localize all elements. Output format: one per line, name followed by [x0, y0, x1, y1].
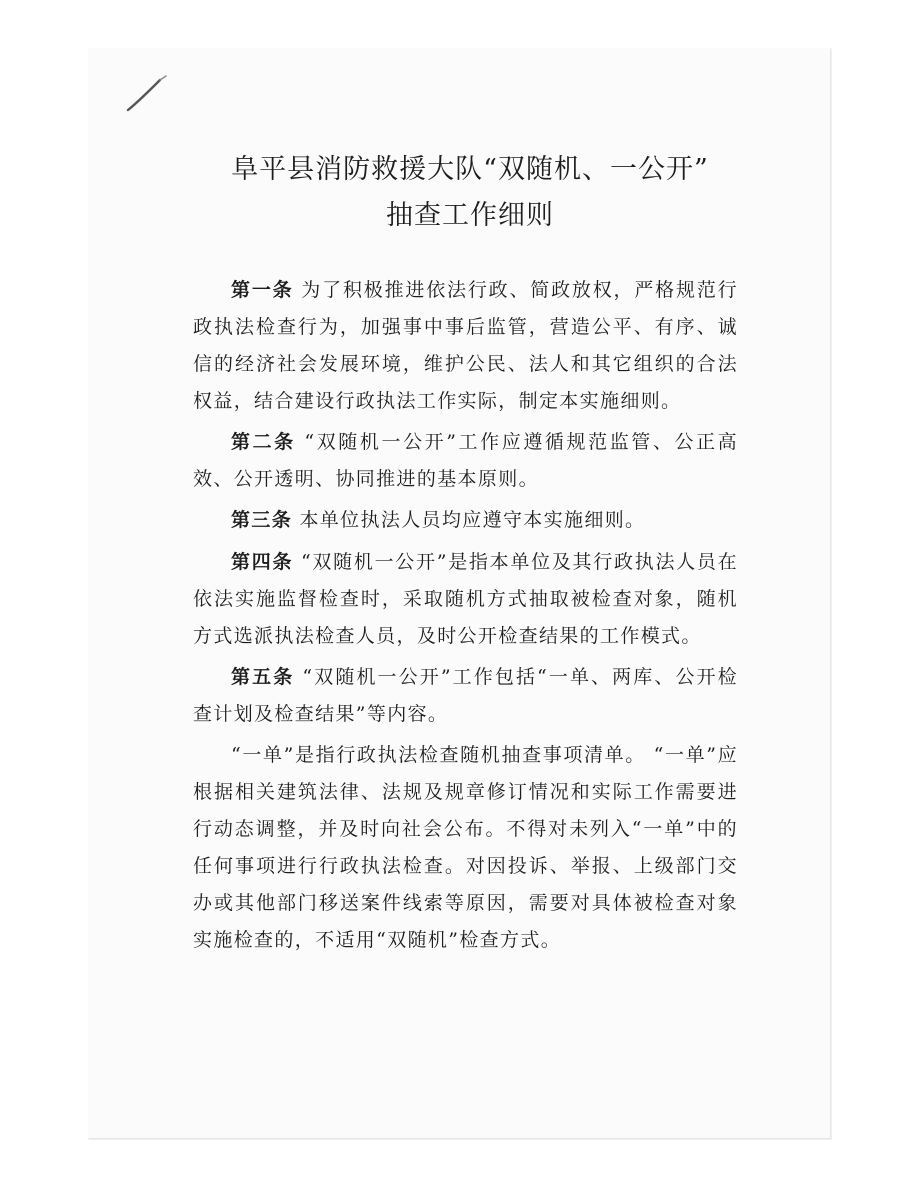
article-text: “一单”是指行政执法检查随机抽查事项清单。 “一单”应根据相关建筑法律、法规及规章修订情况和实际工作需要进行动态调整，并及时向社会公布。不得对未列入“一单”中的任何事项进行行政执法检查。对因投诉、举报、上级部门交办或其他部门移送案件线索等原因，需要对具体被检查对象实施检查的，不适用“双随机”检查方式。 — [193, 744, 738, 951]
article-text: “双随机一公开”工作包括“一单、两库、公开检查计划及检查结果”等内容。 — [193, 666, 738, 725]
article-3 — [193, 502, 738, 539]
article-label: 第二条 — [231, 431, 296, 453]
article-2 — [193, 424, 738, 498]
article-text: 为了积极推进依法行政、简政放权，严格规范行政执法检查行为，加强事中事后监管，营造公平、有序、诚信的经济社会发展环境，维护公民、法人和其它组织的合法权益，结合建设行政执法工作实际，制定本实施细则。 — [193, 279, 738, 412]
article-label: 第一条 — [231, 279, 294, 301]
article-label: 第五条 — [231, 666, 295, 688]
article-text: 本单位执法人员均应遵守本实施细则。 — [292, 509, 646, 531]
article-text: “双随机一公开”是指本单位及其行政执法人员在依法实施监督检查时，采取随机方式抽取被检查对象，随机方式选派执法检查人员，及时公开检查结果的工作模式。 — [193, 551, 738, 647]
document-body — [193, 272, 738, 963]
document-title-line1: 阜平县消防救援大队“双随机、一公开” — [231, 154, 709, 185]
document-title-line2: 抽查工作细则 — [386, 200, 554, 231]
article-label: 第四条 — [231, 551, 294, 573]
article-4 — [193, 544, 738, 655]
paragraph-yidan — [193, 737, 738, 959]
pen-mark — [122, 72, 170, 116]
article-label: 第三条 — [231, 509, 293, 531]
article-1 — [193, 272, 738, 420]
article-text: “双随机一公开”工作应遵循规范监管、公正高效、公开透明、协同推进的基本原则。 — [193, 431, 738, 490]
article-5 — [193, 659, 738, 733]
